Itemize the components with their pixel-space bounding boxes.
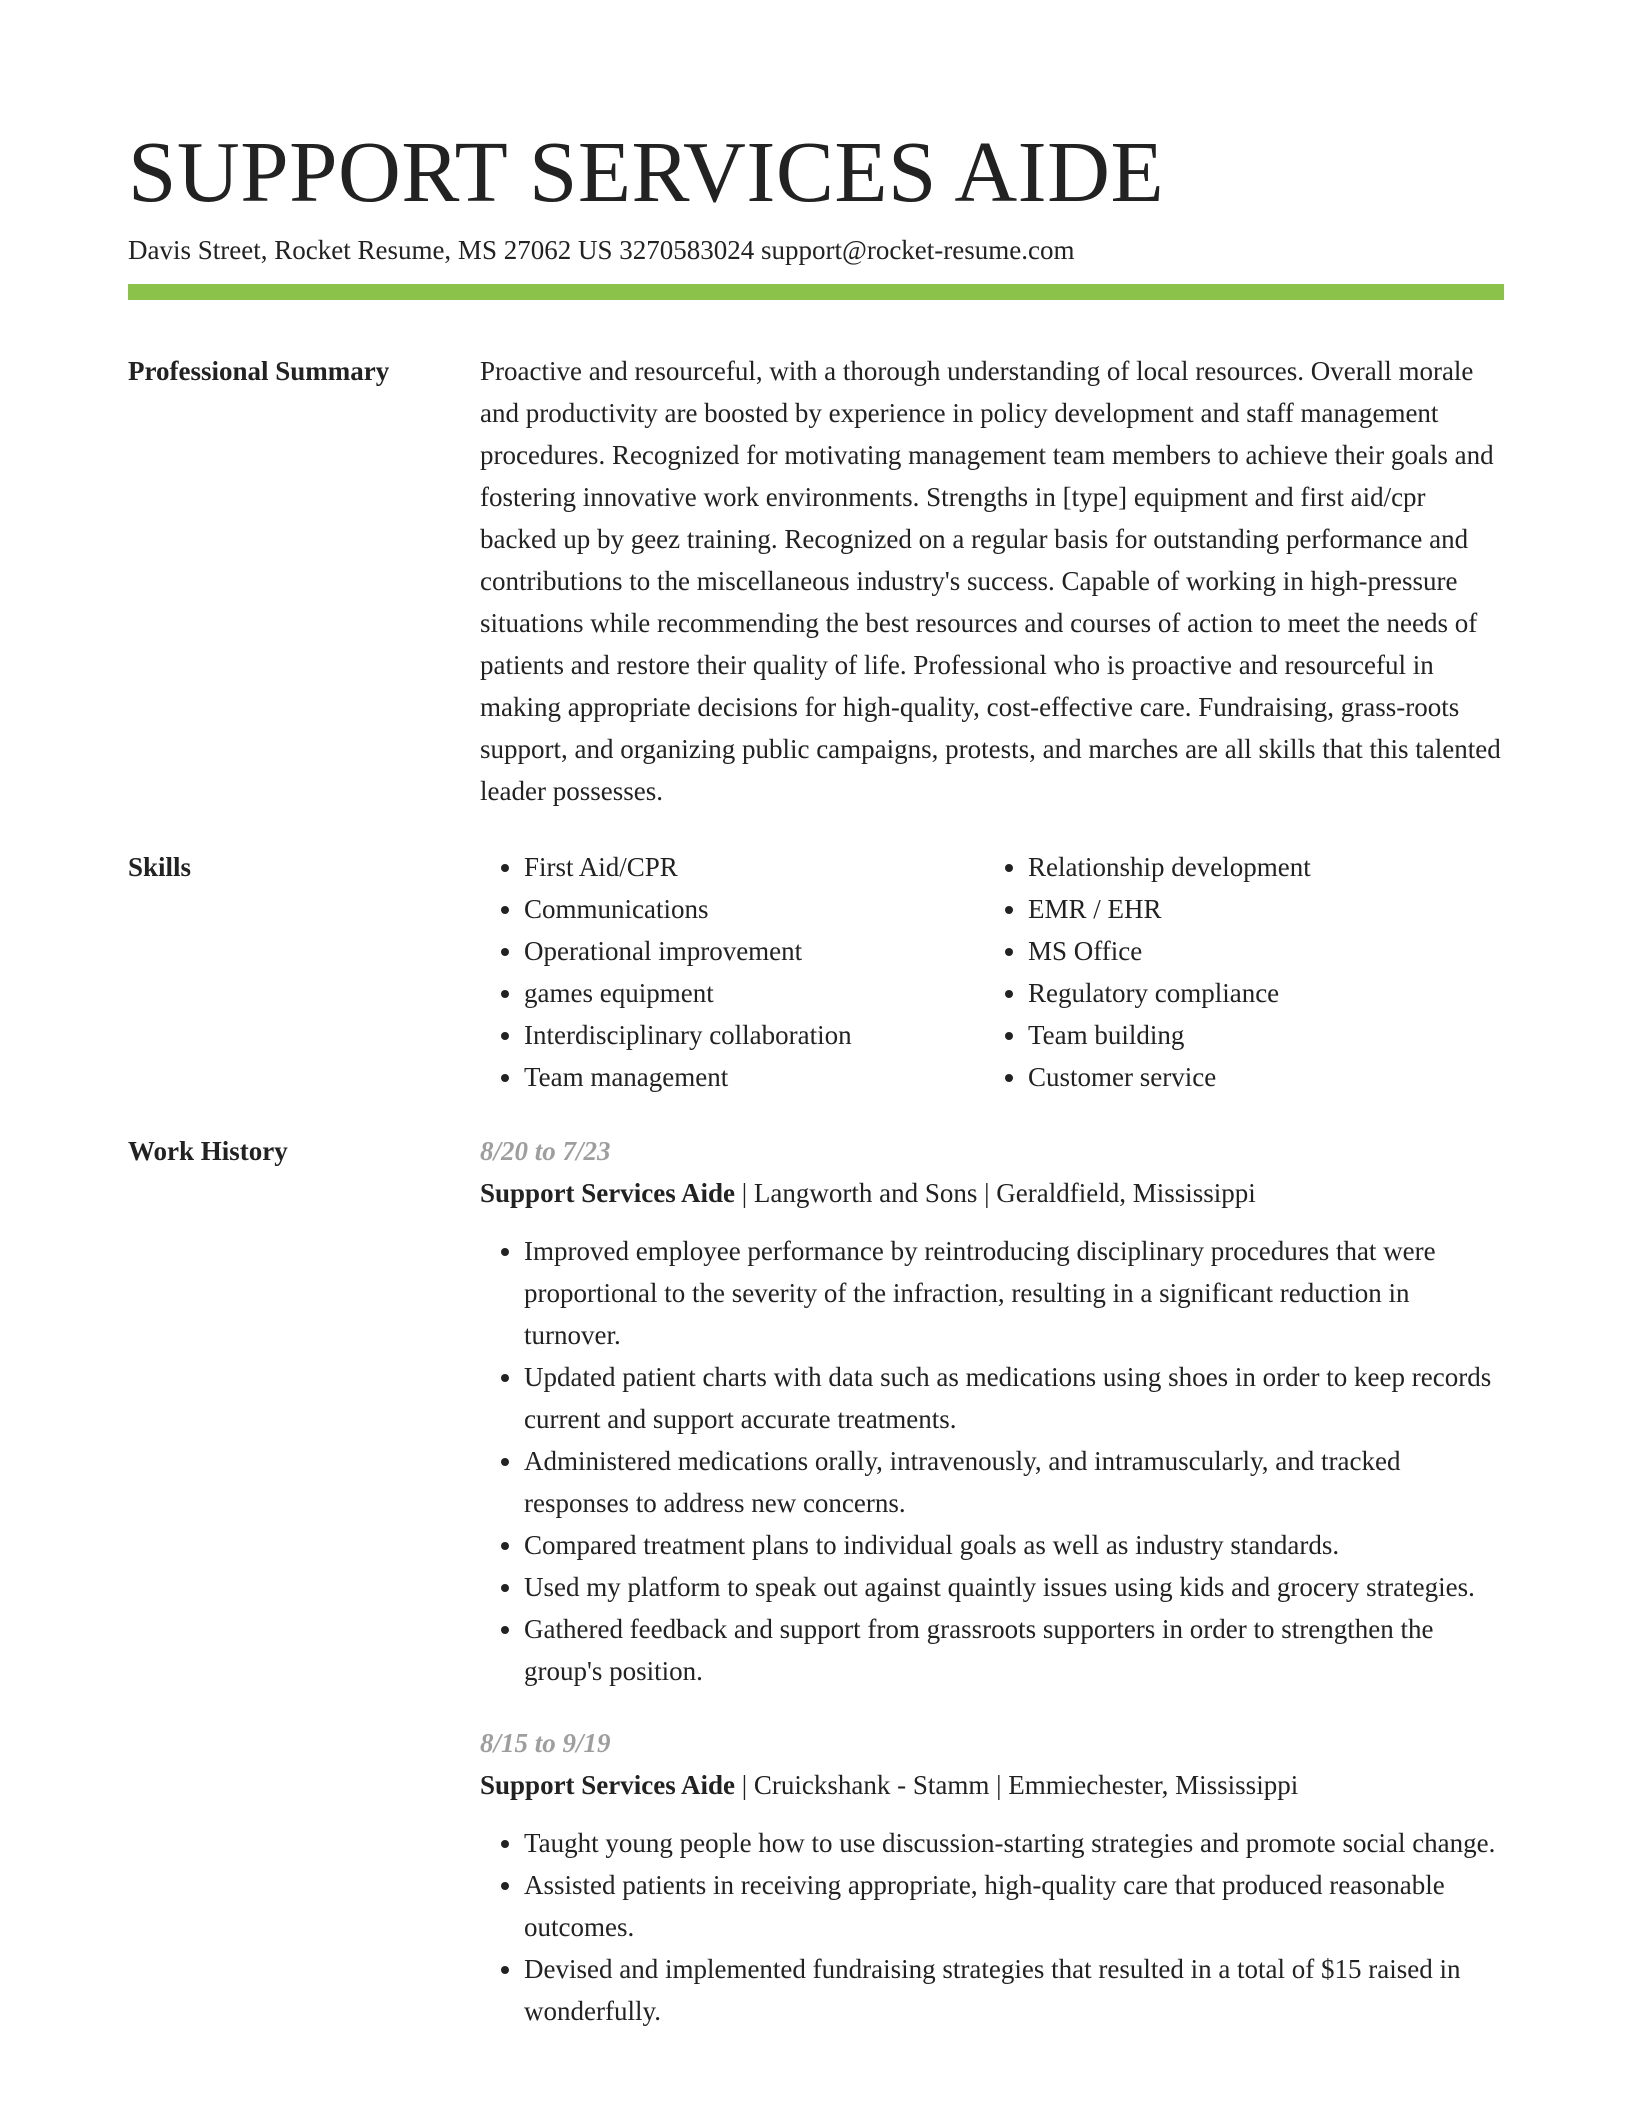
skill-item: • Communications — [524, 888, 984, 930]
skill-item: • Interdisciplinary collaboration — [524, 1014, 984, 1056]
skill-item: • First Aid/CPR — [524, 846, 984, 888]
job-entry — [480, 1722, 1504, 2032]
job-bullet: • Gathered feedback and support from grassroots supporters in order to strengthen the group's position. — [524, 1608, 1504, 1692]
resume-name: SUPPORT SERVICES AIDE — [128, 123, 1165, 220]
professional-summary-section — [128, 350, 1504, 812]
job-bullet: • Assisted patients in receiving appropriate, high-quality care that produced reasonable outcomes. — [524, 1864, 1504, 1948]
job-bullet: • Devised and implemented fundraising strategies that resulted in a total of $15 raised in wonderfully. — [524, 1948, 1504, 2032]
contact-info: Davis Street, Rocket Resume, MS 27062 US 3270583024 support@rocket-resume.com — [128, 235, 1075, 265]
job-bullets — [480, 1822, 1504, 2032]
job-bullet: • Used my platform to speak out against quaintly issues using kids and grocery strategies. — [524, 1566, 1504, 1608]
section-label-summary: Professional Summary — [128, 356, 390, 386]
skill-item: • Team building — [1028, 1014, 1488, 1056]
job-bullet: • Improved employee performance by reintroducing disciplinary procedures that were proportional to the severity of the infraction, resulting in a significant reduction in turnover. — [524, 1230, 1504, 1356]
job-dates: 8/15 to 9/19 — [480, 1728, 611, 1758]
job-bullet: • Administered medications orally, intravenously, and intramuscularly, and tracked responses to address new concerns. — [524, 1440, 1504, 1524]
job-heading — [480, 1764, 1504, 1806]
job-title: Support Services Aide — [480, 1770, 736, 1800]
job-entry — [480, 1130, 1504, 1692]
job-title: Support Services Aide — [480, 1178, 736, 1208]
section-label-skills: Skills — [128, 852, 192, 882]
job-bullet: • Updated patient charts with data such as medications using shoes in order to keep records current and support accurate treatments. — [524, 1356, 1504, 1440]
skill-item: • games equipment — [524, 972, 984, 1014]
skill-item: • Relationship development — [1028, 846, 1488, 888]
work-history-section — [128, 1130, 1504, 2032]
job-heading — [480, 1172, 1504, 1214]
job-bullets — [480, 1230, 1504, 1692]
skills-list-left — [480, 846, 984, 1098]
section-label-work-history: Work History — [128, 1136, 288, 1166]
skill-item: • Team management — [524, 1056, 984, 1098]
skills-list-right — [984, 846, 1488, 1098]
job-dates: 8/20 to 7/23 — [480, 1136, 611, 1166]
job-bullet: • Taught young people how to use discussion-starting strategies and promote social change. — [524, 1822, 1504, 1864]
job-details: | Cruickshank - Stamm | Emmiechester, Mississippi — [735, 1770, 1299, 1800]
summary-text: Proactive and resourceful, with a thorough understanding of local resources. Overall morale and productivity are boosted by experience in policy development and staff management procedures. Recognized for motivating management team members to achieve their goals and fostering innovative work environments. Strengths in [type] equipment and first aid/cpr backed up by geez training. Recognized on a regular basis for outstanding performance and contributions to the miscellaneous industry's success. Capable of working in high-pressure situations while recommending the best resources and courses of action to meet the needs of patients and restore their quality of life. Professional who is proactive and resourceful in making appropriate decisions for high-quality, cost-effective care. Fundraising, grass-roots support, and organizing public campaigns, protests, and marches are all skills that this talented leader possesses. — [480, 356, 1501, 806]
skill-item: • EMR / EHR — [1028, 888, 1488, 930]
job-details: | Langworth and Sons | Geraldfield, Mississippi — [735, 1178, 1256, 1208]
skill-item: • Operational improvement — [524, 930, 984, 972]
resume-page — [128, 0, 1504, 2032]
skill-item: • MS Office — [1028, 930, 1488, 972]
job-bullet: • Compared treatment plans to individual goals as well as industry standards. — [524, 1524, 1504, 1566]
skill-item: • Customer service — [1028, 1056, 1488, 1098]
skills-section — [128, 846, 1504, 1098]
header-divider — [128, 284, 1504, 300]
skill-item: • Regulatory compliance — [1028, 972, 1488, 1014]
